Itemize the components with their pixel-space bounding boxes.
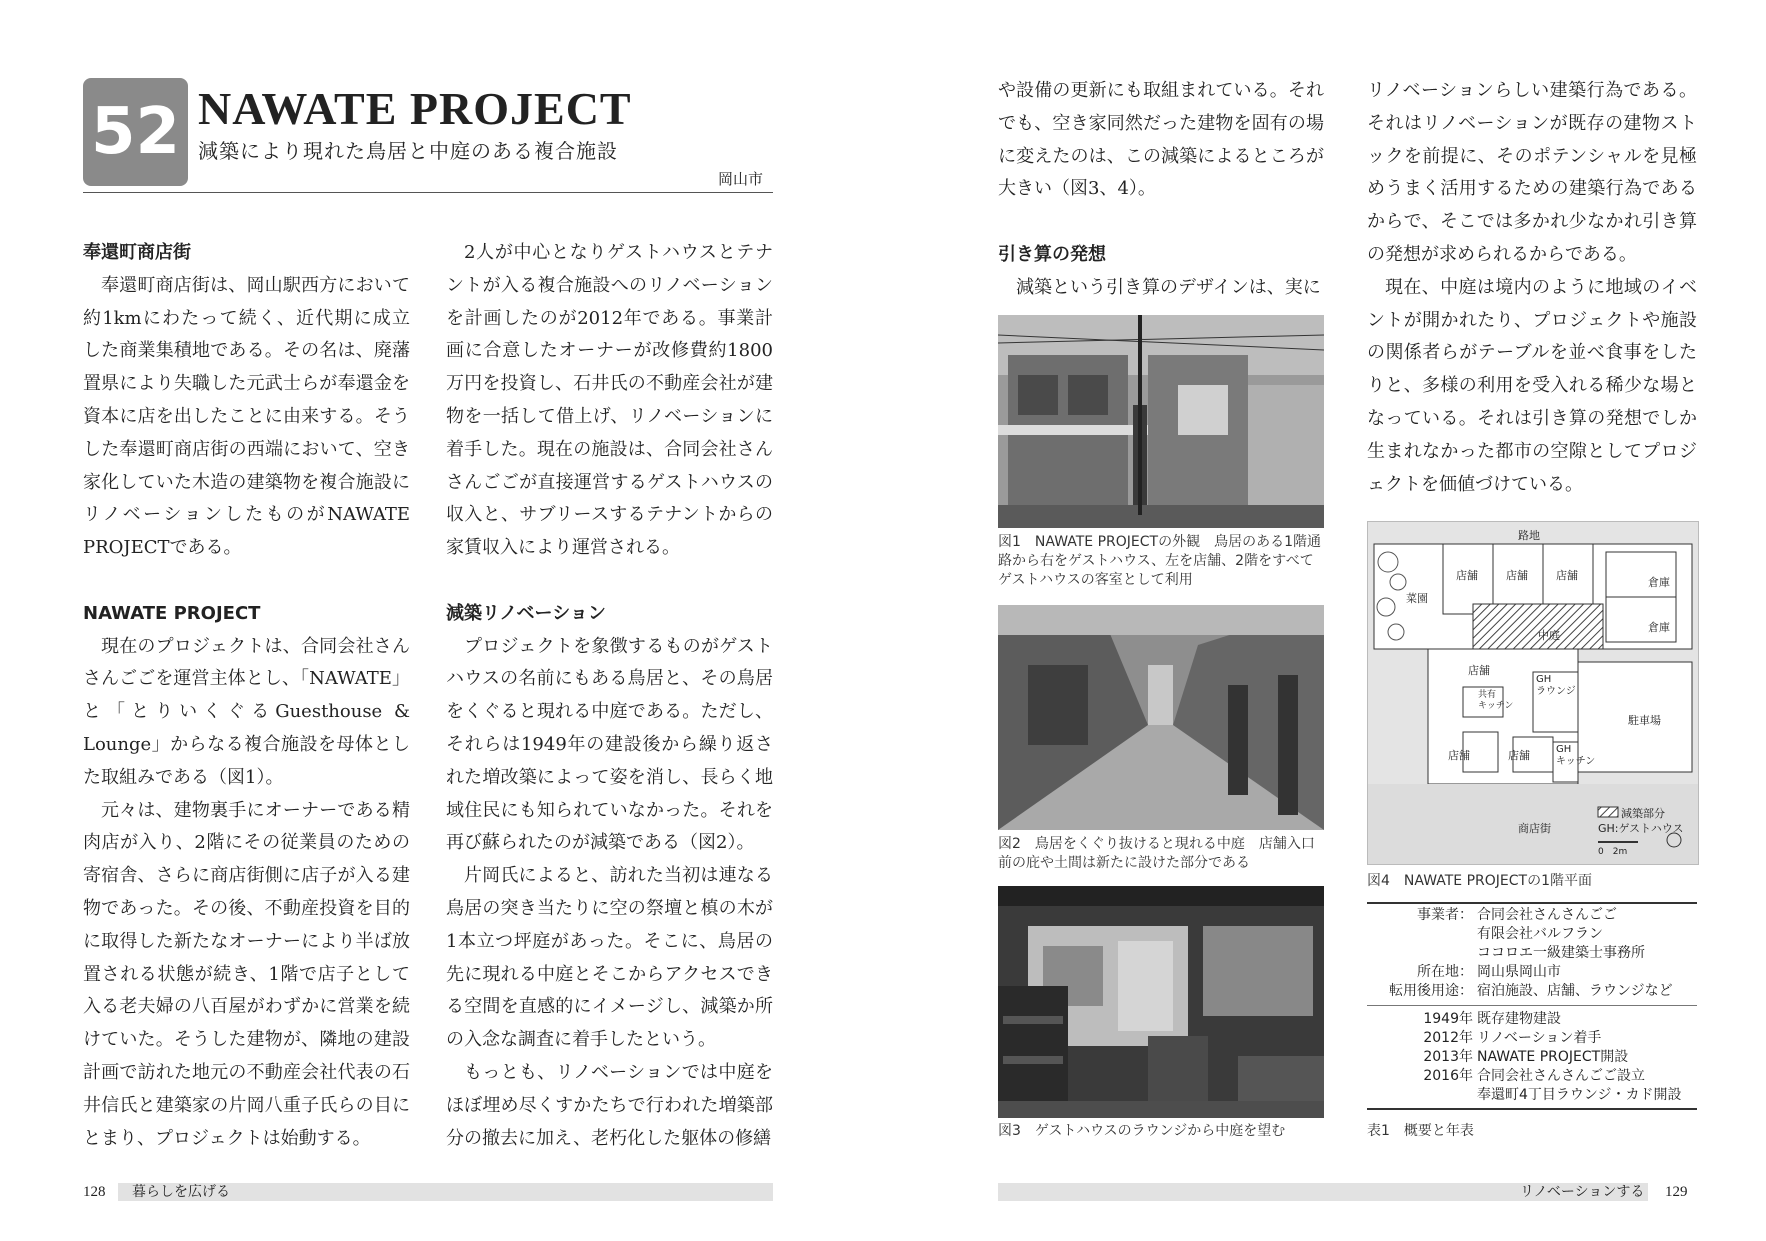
figure-2-photo [998,605,1324,830]
table-value: 岡山県岡山市 [1477,964,1561,980]
plan-label-warehouse: 倉庫 [1648,576,1670,589]
text-column-3 [998,75,1324,305]
plan-legend-gh: GH:ゲストハウス [1598,822,1684,835]
table-bottom-rule [1367,1108,1697,1110]
plan-label-store: 店舗 [1508,749,1530,762]
table-1-caption: 表1 概要と年表 [1367,1123,1474,1139]
chapter-number: 52 [83,78,188,186]
figure-4-caption: 図4 NAWATE PROJECTの1階平面 [1367,873,1593,889]
figure-3-photo [998,886,1324,1118]
plan-label-shopping-street: 商店街 [1518,822,1551,835]
paragraph: 元々は、建物裏手にオーナーである精肉店が入り、2階にその従業員のための寄宿舎、さらに商店街側に店子が入る建物であった。その後、不動産投資を目的に取得した新たなオーナーにより半ば放置される状態が続き、1階で店子として入る老夫婦の八百屋がわずかに営業を続けていた。そうした建物が、隣地の建設計画で訪れた地元の不動産会社代表の石井信氏と建築家の片岡八重子氏らの目にとまり、プロジェクトは始動する。 [83,799,410,1149]
paragraph: 奉還町商店街は、岡山駅西方において約1kmにわたって続く、近代期に成立した商業集積地である。その名は、廃藩置県により失職した元武士らが奉還金を資本に店を出したことに由来する。そうした奉還町商店街の西端において、空き家化していた木造の建築物を複合施設にリノベーションしたものがNAWATE PROJECTである。 [83,274,410,559]
paragraph: 現在、中庭は境内のように地域のイベントが開かれたり、プロジェクトや施設の関係者らがテーブルを並べ食事をしたりと、多様の利用を受入れる稀少な場となっている。それは引き算の発想でしか生まれなかった都市の空隙としてプロジェクトを価値づけている。 [1367,276,1697,495]
figure-4-floor-plan [1367,521,1699,865]
plan-label-shared-kitchen: 共有 キッチン [1478,690,1514,711]
plan-label-store: 店舗 [1556,569,1578,582]
table-row [1367,925,1697,944]
table-key: 2013年 [1423,1049,1473,1065]
paragraph: や設備の更新にも取組まれている。それでも、空き家同然だった建物を固有の場に変えたのは、この減築によるところが大きい（図3、4）。 [998,80,1324,200]
table-value: 合同会社さんさんごご設立 [1477,1068,1645,1084]
table-key [1367,944,1477,963]
table-row [1367,1048,1697,1067]
paragraph: 現在のプロジェクトは、合同会社さんさんごごを運営主体とし、「NAWATE」と「とりいくぐるGuesthouse & Lounge」からなる複合施設を母体とした取組みである（図1）。 [83,635,410,788]
table-value: 合同会社さんさんごご [1477,907,1617,923]
page-subtitle: 減築により現れた鳥居と中庭のある複合施設 [198,139,618,163]
overview-table [1367,906,1697,1001]
left-section-title: 暮らしを広げる [132,1184,230,1200]
figure-1-caption: 図1 NAWATE PROJECTの外観 鳥居のある1階通路から右をゲストハウス、左を店舗、2階をすべてゲストハウスの客室として利用 [998,534,1322,588]
table-row [1367,1029,1697,1048]
plan-scale-bar: 0 2m [1598,847,1628,857]
text-column-4 [1367,75,1697,501]
figure-3-caption: 図3 ゲストハウスのラウンジから中庭を望む [998,1123,1286,1139]
section-heading: NAWATE PROJECT [83,602,261,624]
table-key: 2012年 [1423,1030,1473,1046]
table-row [1367,982,1697,1001]
table-key: 2016年 [1423,1068,1473,1084]
table-row [1367,1086,1697,1105]
plan-label-store: 店舗 [1506,569,1528,582]
title-divider [83,192,773,193]
timeline-table [1367,1010,1697,1105]
plan-label-courtyard: 中庭 [1538,629,1560,642]
table-row [1367,906,1697,925]
text-column-1 [83,237,410,1155]
table-value: 奉還町4丁目ラウンジ・カド開設 [1477,1087,1682,1103]
table-row [1367,1067,1697,1086]
plan-label-warehouse: 倉庫 [1648,621,1670,634]
plan-label-gh-kitchen: GH キッチン [1556,744,1596,767]
table-key: 1949年 [1423,1011,1473,1027]
text-column-2 [446,237,773,1155]
table-mid-rule [1367,1005,1697,1006]
table-key: 事業者： [1417,907,1473,923]
table-value: NAWATE PROJECT開設 [1477,1049,1629,1065]
table-row [1367,963,1697,982]
table-key [1367,1086,1477,1105]
location-label: 岡山市 [718,170,764,188]
plan-label-store: 店舗 [1468,664,1490,677]
plan-label-store: 店舗 [1448,749,1470,762]
right-section-title: リノベーションする [1520,1184,1645,1200]
plan-label-garden: 菜園 [1406,592,1428,605]
section-heading: 奉還町商店街 [83,242,191,263]
paragraph: 減築という引き算のデザインは、実に [1016,276,1321,298]
table-top-rule [1367,902,1697,904]
table-value: ココロエ一級建築士事務所 [1477,945,1645,961]
page-title: NAWATE PROJECT [198,83,632,134]
section-heading: 引き算の発想 [998,243,1106,265]
plan-legend-demolished: 減築部分 [1621,807,1665,820]
table-value: リノベーション着手 [1477,1030,1602,1046]
plan-label-parking: 駐車場 [1628,714,1661,727]
right-page-number: 129 [1665,1184,1688,1200]
table-key: 所在地： [1417,964,1473,980]
paragraph: もっとも、リノベーションでは中庭をほぼ埋め尽くすかたちで行われた増築部分の撤去に加え、老朽化した躯体の修繕 [446,1061,773,1149]
section-heading: 減築リノベーション [446,602,606,624]
table-row [1367,1010,1697,1029]
table-value: 宿泊施設、店舗、ラウンジなど [1477,983,1673,999]
table-key: 転用後用途： [1389,983,1473,999]
figure-2-caption: 図2 鳥居をくぐり抜けると現れる中庭 店舗入口前の庇や土間は新たに設けた部分である [998,836,1315,871]
plan-label-store: 店舗 [1456,569,1478,582]
plan-label-road: 路地 [1518,529,1540,542]
paragraph: リノベーションらしい建築行為である。それはリノベーションが既存の建物ストックを前提に、そのポテンシャルを見極めうまく活用するための建築行為であるからで、そこでは多かれ少なかれ引き算の発想が求められるからである。 [1367,80,1697,265]
left-page-number: 128 [83,1184,106,1200]
figure-1-photo [998,315,1324,528]
table-key [1367,925,1477,944]
table-row [1367,944,1697,963]
paragraph: プロジェクトを象徴するものがゲストハウスの名前にもある鳥居と、その鳥居をくぐると現れる中庭である。ただし、それらは1949年の建設後から繰り返された増改築によって姿を消し、長らく地域住民にも知られていなかった。それを再び蘇られたのが減築である（図2）。 [446,635,773,854]
table-value: 有限会社バルフラン [1477,926,1603,942]
paragraph: 2人が中心となりゲストハウスとテナントが入る複合施設へのリノベーションを計画したのが2012年である。事業計画に合意したオーナーが改修費約1800万円を投資し、石井氏の不動産会社が建物を一括して借上げ、リノベーションに着手した。現在の施設は、合同会社さんさんごごが直接運営するゲストハウスの収入と、サブリースするテナントからの家賃収入により運営される。 [446,242,773,559]
paragraph: 片岡氏によると、訪れた当初は連なる鳥居の突き当たりに空の祭壇と槙の木が1本立つ坪庭があった。そこに、鳥居の先に現れる中庭とそこからアクセスできる空間を直感的にイメージし、減築か所の入念な調査に着手したという。 [446,865,773,1051]
plan-label-gh-lounge: GH ラウンジ [1536,674,1576,697]
table-value: 既存建物建設 [1477,1011,1561,1027]
